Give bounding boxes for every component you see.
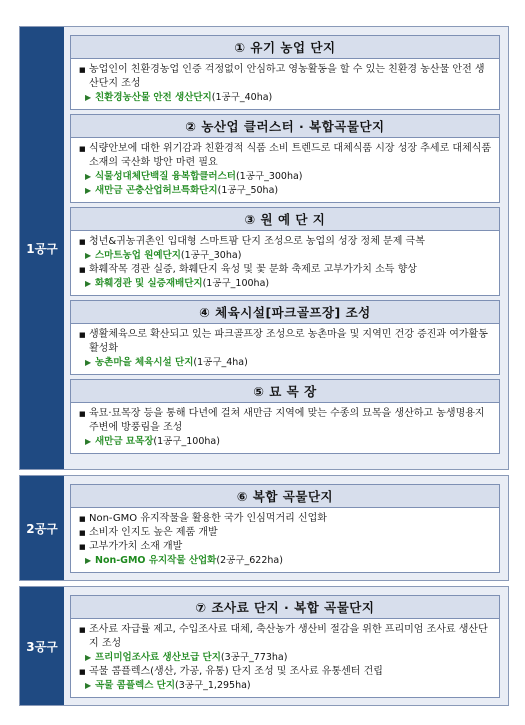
section-title: ② 농산업 클러스터 · 복합곡물단지 xyxy=(71,115,499,138)
bullet-item xyxy=(79,665,493,679)
group-content xyxy=(70,35,500,458)
section-title: ⑥ 복합 곡물단지 xyxy=(71,485,499,508)
group-content xyxy=(70,484,500,577)
triangle-arrow-icon: ▶ xyxy=(85,93,92,102)
sub-item-name: 스마트농업 원예단지 xyxy=(95,250,181,261)
triangle-arrow-icon: ▶ xyxy=(85,186,92,195)
sub-item xyxy=(79,651,493,665)
sub-item-name: Non-GMO 유지작물 산업화 xyxy=(95,555,217,566)
section xyxy=(70,379,500,454)
bullet-text: 농업인이 친환경농업 인증 걱정없이 안심하고 영농활동을 할 수 있는 친환경 농산물 안전 생산단지 조성 xyxy=(89,64,485,89)
bullet-item xyxy=(79,263,493,277)
triangle-arrow-icon: ▶ xyxy=(85,358,92,367)
square-bullet-icon: ■ xyxy=(79,543,86,551)
square-bullet-icon: ■ xyxy=(79,66,86,74)
sub-item xyxy=(79,91,493,105)
square-bullet-icon: ■ xyxy=(79,145,86,153)
section xyxy=(70,300,500,375)
bullet-text: 청년&귀농귀촌인 입대형 스마트팜 단지 조성으로 농업의 성장 정체 문제 극복 xyxy=(89,236,425,247)
sub-item-name: 화훼경관 및 실증재배단지 xyxy=(95,278,203,289)
triangle-arrow-icon: ▶ xyxy=(85,653,92,662)
group-label: 2공구 xyxy=(20,476,64,580)
sub-item-area: (1공구_300ha) xyxy=(235,171,303,182)
sub-item-area: (1공구_30ha) xyxy=(180,250,242,261)
bullet-item xyxy=(79,142,493,170)
section-title: ④ 체육시설[파크골프장] 조성 xyxy=(71,301,499,324)
sub-item xyxy=(79,170,493,184)
bullet-item xyxy=(79,63,493,91)
sub-item xyxy=(79,277,493,291)
sub-item-area: (3공구_1,295ha) xyxy=(175,680,251,691)
bullet-item xyxy=(79,540,493,554)
section-body xyxy=(71,403,499,453)
section-body xyxy=(71,508,499,572)
group-label: 1공구 xyxy=(20,27,64,469)
section-body xyxy=(71,619,499,697)
triangle-arrow-icon: ▶ xyxy=(85,172,92,181)
sub-item-name: 식물성대체단백질 융복합클러스터 xyxy=(95,171,236,182)
square-bullet-icon: ■ xyxy=(79,266,86,274)
sub-item-area: (1공구_100ha) xyxy=(153,436,220,447)
sub-item xyxy=(79,356,493,370)
section-body xyxy=(71,138,499,202)
bullet-item xyxy=(79,328,493,356)
sub-item-area: (1공구_40ha) xyxy=(211,92,273,103)
section-title: ⑦ 조사료 단지 · 복합 곡물단지 xyxy=(71,596,499,619)
section-title: ⑤ 묘 목 장 xyxy=(71,380,499,403)
sub-item-area: (1공구_100ha) xyxy=(202,278,270,289)
section-title: ① 유기 농업 단지 xyxy=(71,36,499,59)
triangle-arrow-icon: ▶ xyxy=(85,681,92,690)
section-body xyxy=(71,324,499,374)
section xyxy=(70,595,500,698)
square-bullet-icon: ■ xyxy=(79,238,86,246)
sub-item xyxy=(79,435,493,449)
bullet-text: 육묘·묘목장 등을 통해 다년에 걸쳐 새만금 지역에 맞는 수종의 묘목을 생산하고 농생명용지 주변에 방풍림을 조성 xyxy=(89,408,485,433)
bullet-item xyxy=(79,235,493,249)
square-bullet-icon: ■ xyxy=(79,668,86,676)
sub-item-area: (1공구_50ha) xyxy=(217,185,279,196)
section-title: ③ 원 예 단 지 xyxy=(71,208,499,231)
triangle-arrow-icon: ▶ xyxy=(85,251,92,260)
bullet-item xyxy=(79,623,493,651)
bullet-text: 소비자 인지도 높은 제품 개발 xyxy=(89,527,218,538)
section xyxy=(70,207,500,296)
sub-item-name: 친환경농산물 안전 생산단지 xyxy=(95,92,212,103)
sub-item-area: (3공구_773ha) xyxy=(220,652,288,663)
group-label: 3공구 xyxy=(20,587,64,705)
triangle-arrow-icon: ▶ xyxy=(85,279,92,288)
sub-item xyxy=(79,554,493,568)
section xyxy=(70,484,500,573)
bullet-text: Non-GMO 유지작물을 활용한 국가 인심먹거리 신업화 xyxy=(89,513,327,524)
section xyxy=(70,35,500,110)
square-bullet-icon: ■ xyxy=(79,515,86,523)
section-body xyxy=(71,231,499,295)
section xyxy=(70,114,500,203)
square-bullet-icon: ■ xyxy=(79,410,86,418)
sub-item-name: 새만금 묘목장 xyxy=(95,436,154,447)
square-bullet-icon: ■ xyxy=(79,529,86,537)
sub-item xyxy=(79,184,493,198)
bullet-text: 생활체육으로 확산되고 있는 파크골프장 조성으로 농촌마을 및 지역민 건강 증진과 여가활동 활성화 xyxy=(89,329,488,354)
group-2 xyxy=(19,475,509,581)
group-3 xyxy=(19,586,509,706)
group-content xyxy=(70,595,500,702)
bullet-item xyxy=(79,512,493,526)
bullet-text: 화훼작목 경관 실증, 화훼단지 육성 및 꽃 문화 축제로 고부가가치 소득 향상 xyxy=(89,264,417,275)
bullet-text: 고부가가치 소재 개발 xyxy=(89,541,183,552)
sub-item-name: 농촌마을 체육시설 단지 xyxy=(95,357,194,368)
bullet-item xyxy=(79,407,493,435)
bullet-item xyxy=(79,526,493,540)
sub-item-name: 새만금 곤충산업허브특화단지 xyxy=(95,185,218,196)
bullet-text: 조사료 자급률 제고, 수입조사료 대체, 축산농가 생산비 절감을 위한 프리미엄 조사료 생산단지 조성 xyxy=(89,624,488,649)
section-body xyxy=(71,59,499,109)
square-bullet-icon: ■ xyxy=(79,626,86,634)
triangle-arrow-icon: ▶ xyxy=(85,556,92,565)
square-bullet-icon: ■ xyxy=(79,331,86,339)
bullet-text: 식량안보에 대한 위기감과 친환경적 식품 소비 트렌드로 대체식품 시장 성장 추세로 대체식품 소재의 국산화 방안 마련 필요 xyxy=(89,143,492,168)
sub-item-name: 프리미엄조사료 생산보급 단지 xyxy=(95,652,221,663)
sub-item-area: (1공구_4ha) xyxy=(193,357,248,368)
sub-item-name: 곡물 콤플렉스 단지 xyxy=(95,680,176,691)
sub-item xyxy=(79,679,493,693)
triangle-arrow-icon: ▶ xyxy=(85,437,92,446)
bullet-text: 곡물 콤플렉스(생산, 가공, 유통) 단지 조성 및 조사료 유통센터 건립 xyxy=(89,666,383,677)
sub-item xyxy=(79,249,493,263)
sub-item-area: (2공구_622ha) xyxy=(216,555,283,566)
group-1 xyxy=(19,26,509,470)
